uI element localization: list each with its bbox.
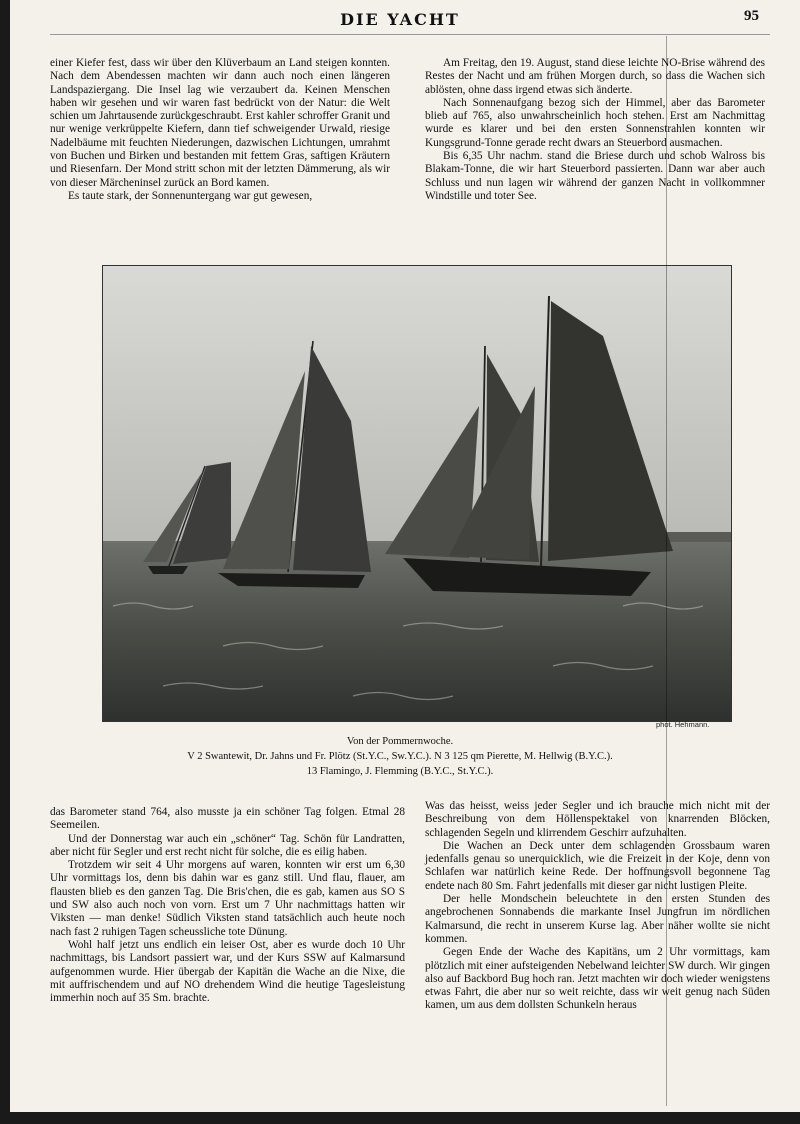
caption-title: Von der Pommernwoche. bbox=[346, 736, 454, 747]
photo-credit: phot. Hehmann. bbox=[656, 720, 710, 729]
header-rule bbox=[50, 34, 770, 35]
paragraph: Am Freitag, den 19. August, stand diese leichte NO-Brise während des Restes der Nacht und am frühen Morgen durch, so dass die Wachen sich ablösten, ohne dass irgend etwas sich änderte. bbox=[425, 57, 765, 96]
paragraph: Nach Sonnenaufgang bezog sich der Himmel, aber das Barometer blieb auf 765, also unwahrscheinlich hoch stehen. Erst am Nachmittag wurde es klarer und bei den ersten Sonnenstrahlen konnten wir Kungsgrund-Tonne gerade recht dwars an Steuerbord ausmachen. bbox=[425, 96, 765, 149]
column-top-right bbox=[425, 57, 765, 203]
paragraph: Es taute stark, der Sonnenuntergang war gut gewesen, bbox=[68, 189, 313, 202]
paragraph: Die Wachen an Deck unter dem schlagenden Grossbaum waren jedenfalls genau so unerquicklich, wie die Freizeit in der Koje, denn von Schlafen war natürlich keine Rede. Der hoffnungsvoll begonnene Tag endete nach 80 Sm. Fahrt jedenfalls mit dieser gar nicht lustigen Pleite. bbox=[425, 839, 770, 892]
scan-fold-line bbox=[666, 36, 667, 1106]
paragraph: Was das heisst, weiss jeder Segler und ich brauche mich nicht mit der Beschreibung von dem Höllenspektakel von knarrenden Blöcken, schlagenden Segeln und klirrendem Geschirr aufzuhalten. bbox=[425, 800, 770, 839]
paragraph: das Barometer stand 764, also musste ja ein schöner Tag folgen. Etmal 28 Seemeilen. bbox=[50, 806, 405, 832]
paragraph: Wohl half jetzt uns endlich ein leiser Ost, aber es wurde doch 10 Uhr nachmittags, bis Landsort passiert war, und der Kurs SSW auf Kalmarsund aufgenommen wurde. Hier übergab der Kapitän die Wache an die Nixe, die mit auffrischendem und auf NO drehendem Wind die heutige Tagesleistung immerhin noch auf 35 Sm. brachte. bbox=[50, 938, 405, 1005]
paragraph: Trotzdem wir seit 4 Uhr morgens auf waren, konnten wir erst um 6,30 Uhr vormittags los, denn bis dahin war es ganz still. Und flau, flauer, am flausten blieb es den ganzen Tag. Die Bris'chen, die es gab, kamen aus SO S und SW also auch noch von vorn. Erst um 7 Uhr nachmittags hatten wir Viksten — man denke! Südlich Viksten stand tatsächlich auch heute noch nach fast 2 ruhigen Tagen scheussliche tote Dünung. bbox=[50, 859, 405, 938]
caption-line: 13 Flamingo, J. Flemming (B.Y.C., St.Y.C.). bbox=[306, 766, 494, 777]
paragraph: Gegen Ende der Wache des Kapitäns, um 2 Uhr vormittags, kam plötzlich mit einer aufsteigenden Nebelwand leichter SW durch. Wir gingen also auf Backbord Bug hoch ran. Jetzt machten wir doch wieder wenigstens etwas Fahrt, die aber nur so weit reichte, dass wir weit genug nach Süden kamen, um aus dem dollsten Schunkeln heraus bbox=[425, 946, 770, 1012]
scan-edge-bottom bbox=[0, 1112, 800, 1124]
running-title: DIE YACHT bbox=[340, 10, 460, 29]
paragraph: einer Kiefer fest, dass wir über den Klüverbaum an Land steigen konnten. Nach dem Abendessen machten wir dann auch noch einen längeren Landspaziergang. Die Insel lag wie verzaubert da. Keinen Menschen haben wir gesehen und wir waren fast bedrückt von der Natur: die Welt schien um Jahrtausende zurückgeschraubt. Erst kahler schroffer Granit und nur wenige verkrüppelte Kiefern, dann tief schweigender Urwald, riesige Nadelbäume mit feuchten Niederungen, dazwischen Lichtungen, umrahmt von Buchen und Birken und bestanden mit fettem Gras, saftigen Kräutern und Riesenfarn. Der Mond stritt schon mit der letzten Dämmerung, als wir von dieser Märcheninsel zurück an Bord kamen. bbox=[50, 57, 390, 189]
paragraph: Bis 6,35 Uhr nachm. stand die Briese durch und schob Walross bis Blakam-Tonne, die wir hart Steuerbord passierten. Dann war aber auch Schluss und nun lagen wir während der ganzen Nacht in vollkommner Windstille und toter See. bbox=[425, 150, 765, 202]
scan-edge bbox=[0, 0, 10, 1124]
caption-line: V 2 Swantewit, Dr. Jahns und Fr. Plötz (St.Y.C., Sw.Y.C.). N 3 125 qm Pierette, M. Hellwig (B.Y.C.). bbox=[187, 751, 613, 762]
page-number: 95 bbox=[744, 8, 759, 24]
paragraph: Der helle Mondschein beleuchtete in den ersten Stunden des angebrochenen Sonnabends die markante Insel Jungfrun im nördlichen Kalmarsund, die recht in unserem Kurse lag. Aber näher wollte sie nicht kommen. bbox=[425, 893, 770, 945]
sailing-yachts-photo bbox=[102, 265, 732, 722]
column-bottom-right bbox=[425, 800, 770, 1013]
column-top-left bbox=[50, 57, 390, 203]
column-bottom-left bbox=[50, 806, 405, 1005]
paragraph: Und der Donnerstag war auch ein „schöner“ Tag. Schön für Landratten, aber nicht für Segler und erst recht nicht für solche, die es eilig haben. bbox=[50, 832, 405, 858]
